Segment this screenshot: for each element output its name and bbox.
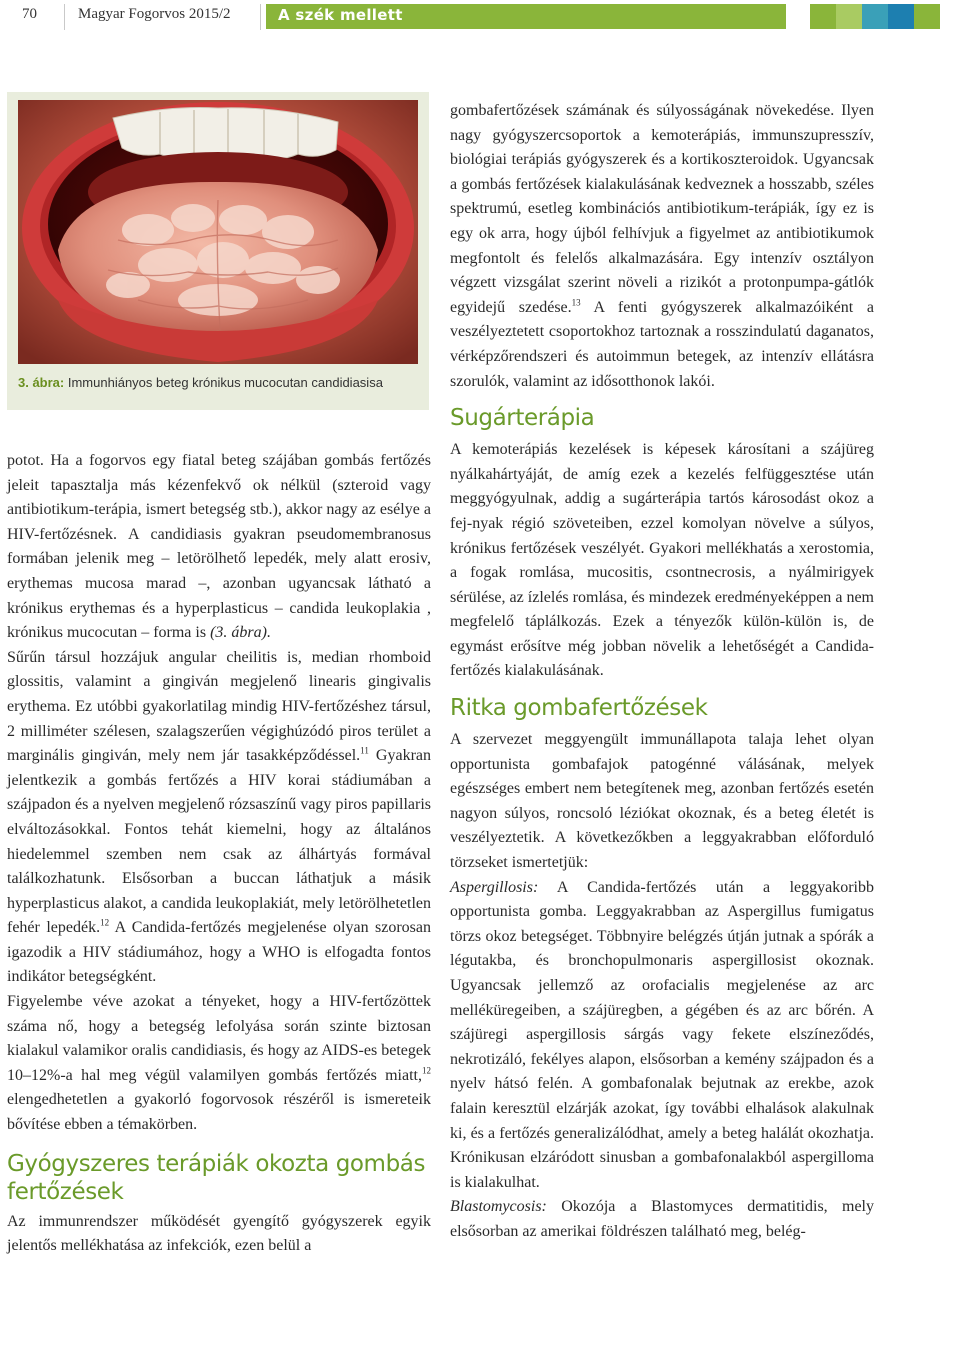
header-divider <box>260 4 261 30</box>
citation: 12 <box>422 1065 431 1076</box>
color-square <box>810 4 836 29</box>
paragraph-text: Okozója a Blastomyces dermatitidis, mely elsősorban az amerikai földrészen található meg, belég- <box>450 1198 874 1240</box>
paragraph <box>7 990 431 1138</box>
journal-title: Magyar Fogorvos 2015/2 <box>78 6 231 22</box>
left-column <box>7 449 431 1259</box>
figure-reference: (3. ábra). <box>210 624 271 642</box>
paragraph <box>450 1195 874 1244</box>
paragraph-text: Gyakran jelentkezik a gombás fertőzés a HIV korai stádiumában a szájpadon és a nyelven megjelenő rózsaszínű vagy piros papillaris elváltozásokkal. Fontos tehát kiemelni, hogy az általános hiedelemmel szemben nem csak az álhártyás formával találkozhatunk. Elsősorban a buccan láthatjuk a másik hyperplasticus alakot, a candida leukoplakiát, mely letörölhetetlen fehér lepedék. <box>7 747 431 937</box>
section-heading: Gyógyszeres terápiák okozta gombás fertőzések <box>7 1150 426 1205</box>
figure-caption <box>18 375 428 390</box>
paragraph-text: A Candida-fertőzés megjelenése olyan szorosan igazodik a HIV stádiumához, hogy a WHO is elfogadta fontos indikátor betegségként. <box>7 919 431 986</box>
color-square <box>914 4 940 29</box>
figure-caption-label: 3. ábra: <box>18 375 65 390</box>
color-square <box>862 4 888 29</box>
figure-photo-open-mouth <box>18 100 418 364</box>
paragraph <box>450 876 874 1196</box>
paragraph-text: elengedhetetlen a gyakorló fogorvosok részéről is ismereteik bővítése ebben a témakörben. <box>7 1091 431 1134</box>
citation: 12 <box>100 917 110 928</box>
paragraph-text: gombafertőzések számának és súlyosságának növekedése. Ilyen nagy gyógyszercsoportok a kemoterápiás, immunszupresszív, biológiai terápiás gyógyszerek és a kortikoszteroidok. Ugyancsak a gombás fertőzések kialakulásának kedveznek a hosszabb, széles spektrumú, esetleg kombinációs antibiotikum-terápiák, így ez is egy ok arra, hogy újból felhívjuk a figyelmet az antibiotikumok megfontolt és felelős alkalmazására. Egy intenzív osztályon végzett vizsgálat szerint növeli a rizikót a protonpumpa-gátlók egyidejű szedése. <box>450 102 874 316</box>
paragraph <box>7 646 431 990</box>
term-label: Blastomycosis: <box>450 1198 547 1216</box>
page-number: 70 <box>22 6 37 22</box>
paragraph <box>7 449 431 646</box>
paragraph: A kemoterápiás kezelések is képesek károsítani a szájüreg nyálkahártyáját, de amíg ezek a kezelés felfüggesztése után meggyógyulnak, addig a sugárterápia tartós károsodást okoz a fej-nyak régió szöveteiben, ezzel komolyan növelve a súlyos, krónikus fertőzések veszélyét. Gyakori mellékhatás a xerostomia, a fogak romlása, mucositis, csontnecrosis, a nyálmirigyek sérülése, az ízlelés romlása, és mindezek eredményeképpen a nem megfelelő táplálkozás. Ezek a tényezők külön-külön is, de egymást erősítve még jobban növelik a lehetőségét a Candida-fertőzés kialakulásának. <box>450 441 874 680</box>
header-divider <box>64 4 65 30</box>
paragraph: Az immunrendszer működését gyengítő gyógyszerek egyik jelentős mellékhatása az infekciók, ezen belül a <box>7 1212 431 1255</box>
paragraph-text: A fenti gyógyszerek alkalmazóiként a veszélyeztetett csoportokhoz tartoznak a rosszindulatú daganatos, vérképzőrendszeri és autoimmun betegek, az intenzív ellátásra szorulók, valamint az idősotthonok lakói. <box>450 298 875 390</box>
paragraph-text: A Candida-fertőzés után a leggyakoribb opportunista gomba. Leggyakrabban az Aspergillus fumigatus törzs okoz betegséget. Többnyire belégzés útján jutnak a spórák a légutakba, és bronchopulmonaris aspergillosist okoznak. Ugyancsak jellemző az orofacialis megjelenése az arc melléküregeiben, a szájüregben, a gégében és az arc bőrén. A szájüregi aspergillosis sárgás vagy fekete elszíneződés, nekrotizáló, fekélyes alapon, elsősorban a kemény szájpadon és a nyelv hátsó felén. A gombafonalak bejutnak az erekbe, azok falain keresztül elzárják azokat, így további elhalások alakulnak ki, és a fertőzés generalizálódhat, amely a beteg halálát okozhatja. Krónikusan elzáródott sinusban a gombafonalakból aspergilloma is kialakulhat. <box>450 878 874 1191</box>
paragraph-text: Sűrűn társul hozzájuk angular cheilitis is, median rhomboid glossitis, valamint a gingiván megjelenő linearis gingivalis erythema. Ez utóbbi gyakorlatilag mindig HIV-fertőzéshez társul, 2 milliméter szélesen, szalagszerűen végighúzódó piros terület a marginális gingiván, mely nem jár tasakképződéssel. <box>7 648 431 765</box>
section-heading: Ritka gombafertőzések <box>450 695 708 722</box>
section-label: A szék mellett <box>278 6 403 24</box>
term-label: Aspergillosis: <box>450 878 539 896</box>
citation: 11 <box>360 745 369 756</box>
paragraph <box>450 99 874 394</box>
right-column <box>450 99 874 1245</box>
section-heading: Sugárterápia <box>450 405 595 432</box>
color-square <box>836 4 862 29</box>
paragraph: A szervezet meggyengült immunállapota talaja lehet olyan opportunista gombafajok patogénné válásának, melyek egészséges embert nem betegítenek meg, azonban fertőzés esetén nagyon súlyos, roncsoló léziókat okoznak, és a beteg életét is veszélyeztetik. A következőkben a leggyakrabban előforduló törzseket ismertetjük: <box>450 731 874 872</box>
figure-caption-text: Immunhiányos beteg krónikus mucocutan candidiasisa <box>64 375 383 390</box>
color-square <box>888 4 914 29</box>
paragraph-text: Figyelembe véve azokat a tényeket, hogy a HIV-fertőzöttek száma nő, hogy a betegség lefolyása során szinte biztosan kialakul valamikor oralis candidiasis, és hogy az AIDS-es betegek 10–12%-a hal meg végül valamilyen gombás fertőzés miatt, <box>7 993 431 1084</box>
page-header <box>0 0 960 34</box>
paragraph-text: potot. Ha a fogorvos egy fiatal beteg szájában gombás fertőzés jeleit tapasztalja más kézenfekvő ok nélkül (szteroid vagy antibiotikum-terápia, ismert betegség stb.), akkor nagy az esélye a HIV-fertőzésnek. A candidiasis gyakran pseudomembranosus formában jelenik meg – letörölhető lepedék, mely alatt erosiv, erythemas mucosa marad –, azonban ugyancsak látható a krónikus erythemas és a hyperplasticus – candida leukoplakia , krónikus mucocutan – forma is <box>7 452 431 642</box>
citation: 13 <box>571 297 581 308</box>
